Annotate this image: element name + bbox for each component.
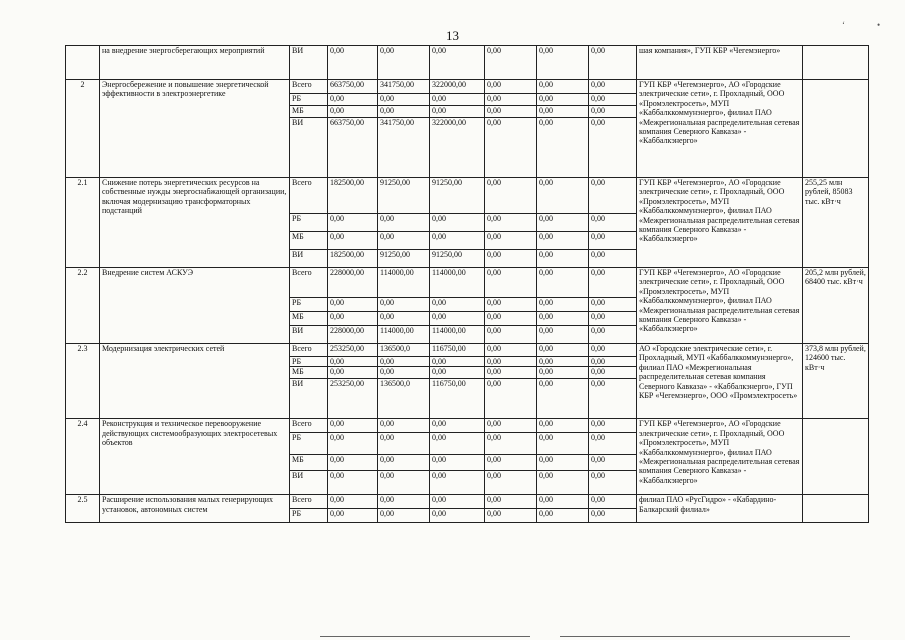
funding-source: ВИ <box>290 250 328 268</box>
funding-source: РБ <box>290 433 328 455</box>
amount-cell: 0,00 <box>589 433 637 455</box>
amount-cell: 0,00 <box>537 312 589 326</box>
item-name: на внедрение энергосберегающих мероприятий <box>100 46 290 80</box>
amount-cell: 0,00 <box>589 178 637 214</box>
amount-cell: 253250,00 <box>328 379 378 419</box>
funding-source: ВИ <box>290 118 328 178</box>
amount-cell: 0,00 <box>589 379 637 419</box>
amount-cell: 0,00 <box>589 250 637 268</box>
amount-cell: 0,00 <box>537 509 589 523</box>
funding-source: Всего <box>290 178 328 214</box>
amount-cell: 0,00 <box>537 455 589 471</box>
amount-cell: 0,00 <box>430 46 485 80</box>
amount-cell: 0,00 <box>537 268 589 298</box>
executor: ГУП КБР «Чегемэнерго», АО «Городские электрические сети», г. Прохладный, ООО «Промэлектросеть», МУП «Каббалккоммунэнерго», филиал ПАО «Межрегиональная распределительная сетевая компания Северного Кавказа» - «Каббалкэнерго» <box>637 419 803 495</box>
amount-cell: 0,00 <box>328 312 378 326</box>
footer-rule <box>320 636 530 637</box>
amount-cell: 0,00 <box>378 495 430 509</box>
amount-cell: 0,00 <box>537 118 589 178</box>
amount-cell: 0,00 <box>430 495 485 509</box>
amount-cell: 0,00 <box>485 118 537 178</box>
amount-cell: 0,00 <box>485 471 537 495</box>
amount-cell: 0,00 <box>328 357 378 367</box>
executor: ГУП КБР «Чегемэнерго», АО «Городские электрические сети», г. Прохладный, ООО «Промэлектросеть», МУП «Каббалккоммунэнерго», филиал ПАО «Межрегиональная распределительная сетевая компания Северного Кавказа» - «Каббалкэнерго» <box>637 268 803 344</box>
amount-cell: 0,00 <box>485 214 537 232</box>
amount-cell: 0,00 <box>378 106 430 118</box>
amount-cell: 91250,00 <box>430 178 485 214</box>
amount-cell: 0,00 <box>328 471 378 495</box>
expected-result <box>803 495 869 523</box>
amount-cell: 0,00 <box>485 232 537 250</box>
amount-cell: 663750,00 <box>328 118 378 178</box>
amount-cell: 0,00 <box>589 455 637 471</box>
amount-cell: 663750,00 <box>328 80 378 94</box>
funding-source: Всего <box>290 80 328 94</box>
amount-cell: 341750,00 <box>378 118 430 178</box>
item-number: 2.1 <box>66 178 100 268</box>
amount-cell: 0,00 <box>378 312 430 326</box>
amount-cell: 0,00 <box>430 455 485 471</box>
amount-cell: 0,00 <box>537 80 589 94</box>
amount-cell: 0,00 <box>537 326 589 344</box>
amount-cell: 0,00 <box>430 509 485 523</box>
amount-cell: 0,00 <box>485 268 537 298</box>
amount-cell: 0,00 <box>485 80 537 94</box>
amount-cell: 0,00 <box>378 357 430 367</box>
amount-cell: 91250,00 <box>378 178 430 214</box>
amount-cell: 0,00 <box>537 232 589 250</box>
expected-result <box>803 419 869 495</box>
amount-cell: 0,00 <box>589 106 637 118</box>
amount-cell: 0,00 <box>537 379 589 419</box>
amount-cell: 0,00 <box>589 495 637 509</box>
amount-cell: 228000,00 <box>328 326 378 344</box>
amount-cell: 0,00 <box>537 367 589 379</box>
item-name: Снижение потерь энергетических ресурсов на собственные нужды энергоснабжающей организации, включая модернизацию трансформаторных подстанций <box>100 178 290 268</box>
amount-cell: 114000,00 <box>430 268 485 298</box>
funding-source: РБ <box>290 298 328 312</box>
amount-cell: 0,00 <box>378 509 430 523</box>
table-body <box>66 46 869 523</box>
amount-cell: 0,00 <box>430 94 485 106</box>
amount-cell: 0,00 <box>430 471 485 495</box>
amount-cell: 0,00 <box>485 106 537 118</box>
amount-cell: 0,00 <box>537 46 589 80</box>
amount-cell: 0,00 <box>589 232 637 250</box>
amount-cell: 114000,00 <box>430 326 485 344</box>
amount-cell: 0,00 <box>537 419 589 433</box>
amount-cell: 0,00 <box>589 419 637 433</box>
table-row <box>66 344 869 357</box>
amount-cell: 0,00 <box>589 357 637 367</box>
amount-cell: 0,00 <box>328 455 378 471</box>
footer-rule <box>560 636 850 637</box>
amount-cell: 253250,00 <box>328 344 378 357</box>
amount-cell: 0,00 <box>328 94 378 106</box>
funding-source: МБ <box>290 367 328 379</box>
table-row <box>66 419 869 433</box>
amount-cell: 341750,00 <box>378 80 430 94</box>
amount-cell: 0,00 <box>537 471 589 495</box>
amount-cell: 0,00 <box>378 433 430 455</box>
amount-cell: 228000,00 <box>328 268 378 298</box>
amount-cell: 0,00 <box>485 419 537 433</box>
amount-cell: 116750,00 <box>430 379 485 419</box>
amount-cell: 0,00 <box>537 495 589 509</box>
amount-cell: 0,00 <box>537 433 589 455</box>
amount-cell: 0,00 <box>485 433 537 455</box>
amount-cell: 116750,00 <box>430 344 485 357</box>
amount-cell: 0,00 <box>485 357 537 367</box>
amount-cell: 0,00 <box>378 214 430 232</box>
amount-cell: 0,00 <box>378 46 430 80</box>
amount-cell: 0,00 <box>328 214 378 232</box>
funding-source: Всего <box>290 495 328 509</box>
amount-cell: 0,00 <box>485 312 537 326</box>
table-row <box>66 80 869 94</box>
amount-cell: 0,00 <box>537 106 589 118</box>
amount-cell: 0,00 <box>378 367 430 379</box>
amount-cell: 91250,00 <box>430 250 485 268</box>
expected-result <box>803 46 869 80</box>
amount-cell: 322000,00 <box>430 118 485 178</box>
amount-cell: 0,00 <box>537 250 589 268</box>
amount-cell: 0,00 <box>485 455 537 471</box>
amount-cell: 0,00 <box>430 419 485 433</box>
funding-source: ВИ <box>290 471 328 495</box>
amount-cell: 0,00 <box>589 80 637 94</box>
item-name: Энергосбережение и повышение энергетической эффективности в электроэнергетике <box>100 80 290 178</box>
expected-result: 373,8 млн рублей, 124600 тыс. кВт·ч <box>803 344 869 419</box>
amount-cell: 0,00 <box>537 298 589 312</box>
item-name: Модернизация электрических сетей <box>100 344 290 419</box>
amount-cell: 0,00 <box>485 94 537 106</box>
amount-cell: 0,00 <box>589 312 637 326</box>
item-name: Внедрение систем АСКУЭ <box>100 268 290 344</box>
amount-cell: 114000,00 <box>378 326 430 344</box>
amount-cell: 0,00 <box>589 509 637 523</box>
funding-source: Всего <box>290 268 328 298</box>
amount-cell: 136500,0 <box>378 379 430 419</box>
amount-cell: 0,00 <box>485 46 537 80</box>
scan-mark: ʻ <box>842 20 845 30</box>
amount-cell: 0,00 <box>589 367 637 379</box>
amount-cell: 136500,0 <box>378 344 430 357</box>
funding-source: РБ <box>290 94 328 106</box>
funding-source: РБ <box>290 214 328 232</box>
funding-source: РБ <box>290 357 328 367</box>
amount-cell: 0,00 <box>589 268 637 298</box>
amount-cell: 0,00 <box>328 106 378 118</box>
amount-cell: 0,00 <box>378 455 430 471</box>
program-table <box>65 45 869 523</box>
amount-cell: 0,00 <box>589 46 637 80</box>
amount-cell: 0,00 <box>485 326 537 344</box>
table-row <box>66 178 869 214</box>
item-number: 2.4 <box>66 419 100 495</box>
funding-source: МБ <box>290 232 328 250</box>
amount-cell: 0,00 <box>328 46 378 80</box>
amount-cell: 0,00 <box>485 367 537 379</box>
amount-cell: 0,00 <box>328 419 378 433</box>
amount-cell: 0,00 <box>589 471 637 495</box>
amount-cell: 0,00 <box>485 178 537 214</box>
funding-source: Всего <box>290 419 328 433</box>
scan-mark: • <box>877 20 881 30</box>
amount-cell: 0,00 <box>430 214 485 232</box>
amount-cell: 0,00 <box>430 357 485 367</box>
page-number: 13 <box>446 28 459 43</box>
amount-cell: 0,00 <box>328 509 378 523</box>
amount-cell: 91250,00 <box>378 250 430 268</box>
executor: филиал ПАО «РусГидро» - «Кабардино-Балкарский филиал» <box>637 495 803 523</box>
expected-result: 255,25 млн рублей, 85083 тыс. кВт·ч <box>803 178 869 268</box>
amount-cell: 0,00 <box>589 298 637 312</box>
amount-cell: 0,00 <box>378 471 430 495</box>
funding-source: РБ <box>290 509 328 523</box>
amount-cell: 0,00 <box>378 232 430 250</box>
item-number: 2.5 <box>66 495 100 523</box>
funding-source: Всего <box>290 344 328 357</box>
item-name: Реконструкция и техническое перевооружение действующих системообразующих электросетевых объектов <box>100 419 290 495</box>
item-number: 2.2 <box>66 268 100 344</box>
amount-cell: 0,00 <box>537 94 589 106</box>
amount-cell: 0,00 <box>378 419 430 433</box>
amount-cell: 0,00 <box>430 367 485 379</box>
item-name: Расширение использования малых генерирующих установок, автономных систем <box>100 495 290 523</box>
funding-source: МБ <box>290 312 328 326</box>
amount-cell: 0,00 <box>430 106 485 118</box>
amount-cell: 0,00 <box>485 344 537 357</box>
funding-source: ВИ <box>290 46 328 80</box>
amount-cell: 0,00 <box>589 118 637 178</box>
amount-cell: 0,00 <box>589 94 637 106</box>
table-row <box>66 268 869 298</box>
amount-cell: 0,00 <box>430 232 485 250</box>
amount-cell: 182500,00 <box>328 250 378 268</box>
amount-cell: 0,00 <box>485 250 537 268</box>
expected-result <box>803 80 869 178</box>
item-number <box>66 46 100 80</box>
item-number: 2 <box>66 80 100 178</box>
amount-cell: 0,00 <box>537 344 589 357</box>
amount-cell: 0,00 <box>485 298 537 312</box>
amount-cell: 114000,00 <box>378 268 430 298</box>
executor: шая компания», ГУП КБР «Чегемэнерго» <box>637 46 803 80</box>
amount-cell: 0,00 <box>328 495 378 509</box>
amount-cell: 0,00 <box>328 433 378 455</box>
executor: ГУП КБР «Чегемэнерго», АО «Городские электрические сети», г. Прохладный, ООО «Промэлектросеть», МУП «Каббалккоммунэнерго», филиал ПАО «Межрегиональная распределительная сетевая компания Северного Кавказа» - «Каббалкэнерго» <box>637 178 803 268</box>
amount-cell: 0,00 <box>537 214 589 232</box>
funding-source: МБ <box>290 455 328 471</box>
amount-cell: 0,00 <box>430 312 485 326</box>
funding-source: МБ <box>290 106 328 118</box>
item-number: 2.3 <box>66 344 100 419</box>
amount-cell: 0,00 <box>589 344 637 357</box>
amount-cell: 0,00 <box>485 509 537 523</box>
expected-result: 205,2 млн рублей, 68400 тыс. кВт·ч <box>803 268 869 344</box>
amount-cell: 0,00 <box>485 495 537 509</box>
amount-cell: 0,00 <box>430 298 485 312</box>
amount-cell: 0,00 <box>378 94 430 106</box>
executor: ГУП КБР «Чегемэнерго», АО «Городские электрические сети», г. Прохладный, ООО «Промэлектросеть», МУП «Каббалккоммунэнерго», филиал ПАО «Межрегиональная распределительная сетевая компания Северного Кавказа» - «Каббалкэнерго» <box>637 80 803 178</box>
amount-cell: 322000,00 <box>430 80 485 94</box>
amount-cell: 0,00 <box>589 326 637 344</box>
funding-source: ВИ <box>290 326 328 344</box>
amount-cell: 0,00 <box>589 214 637 232</box>
table-row <box>66 46 869 80</box>
amount-cell: 0,00 <box>537 357 589 367</box>
amount-cell: 182500,00 <box>328 178 378 214</box>
amount-cell: 0,00 <box>485 379 537 419</box>
executor: АО «Городские электрические сети», г. Прохладный, МУП «Каббалккоммунэнерго», филиал ПАО «Межрегиональная распределительная сетевая компания Северного Кавказа» - «Каббалкэнерго», ГУП КБР «Чегемэнерго», ООО «Промэлектросеть» <box>637 344 803 419</box>
amount-cell: 0,00 <box>378 298 430 312</box>
amount-cell: 0,00 <box>537 178 589 214</box>
amount-cell: 0,00 <box>328 232 378 250</box>
table-row <box>66 495 869 509</box>
amount-cell: 0,00 <box>328 298 378 312</box>
amount-cell: 0,00 <box>328 367 378 379</box>
funding-source: ВИ <box>290 379 328 419</box>
amount-cell: 0,00 <box>430 433 485 455</box>
